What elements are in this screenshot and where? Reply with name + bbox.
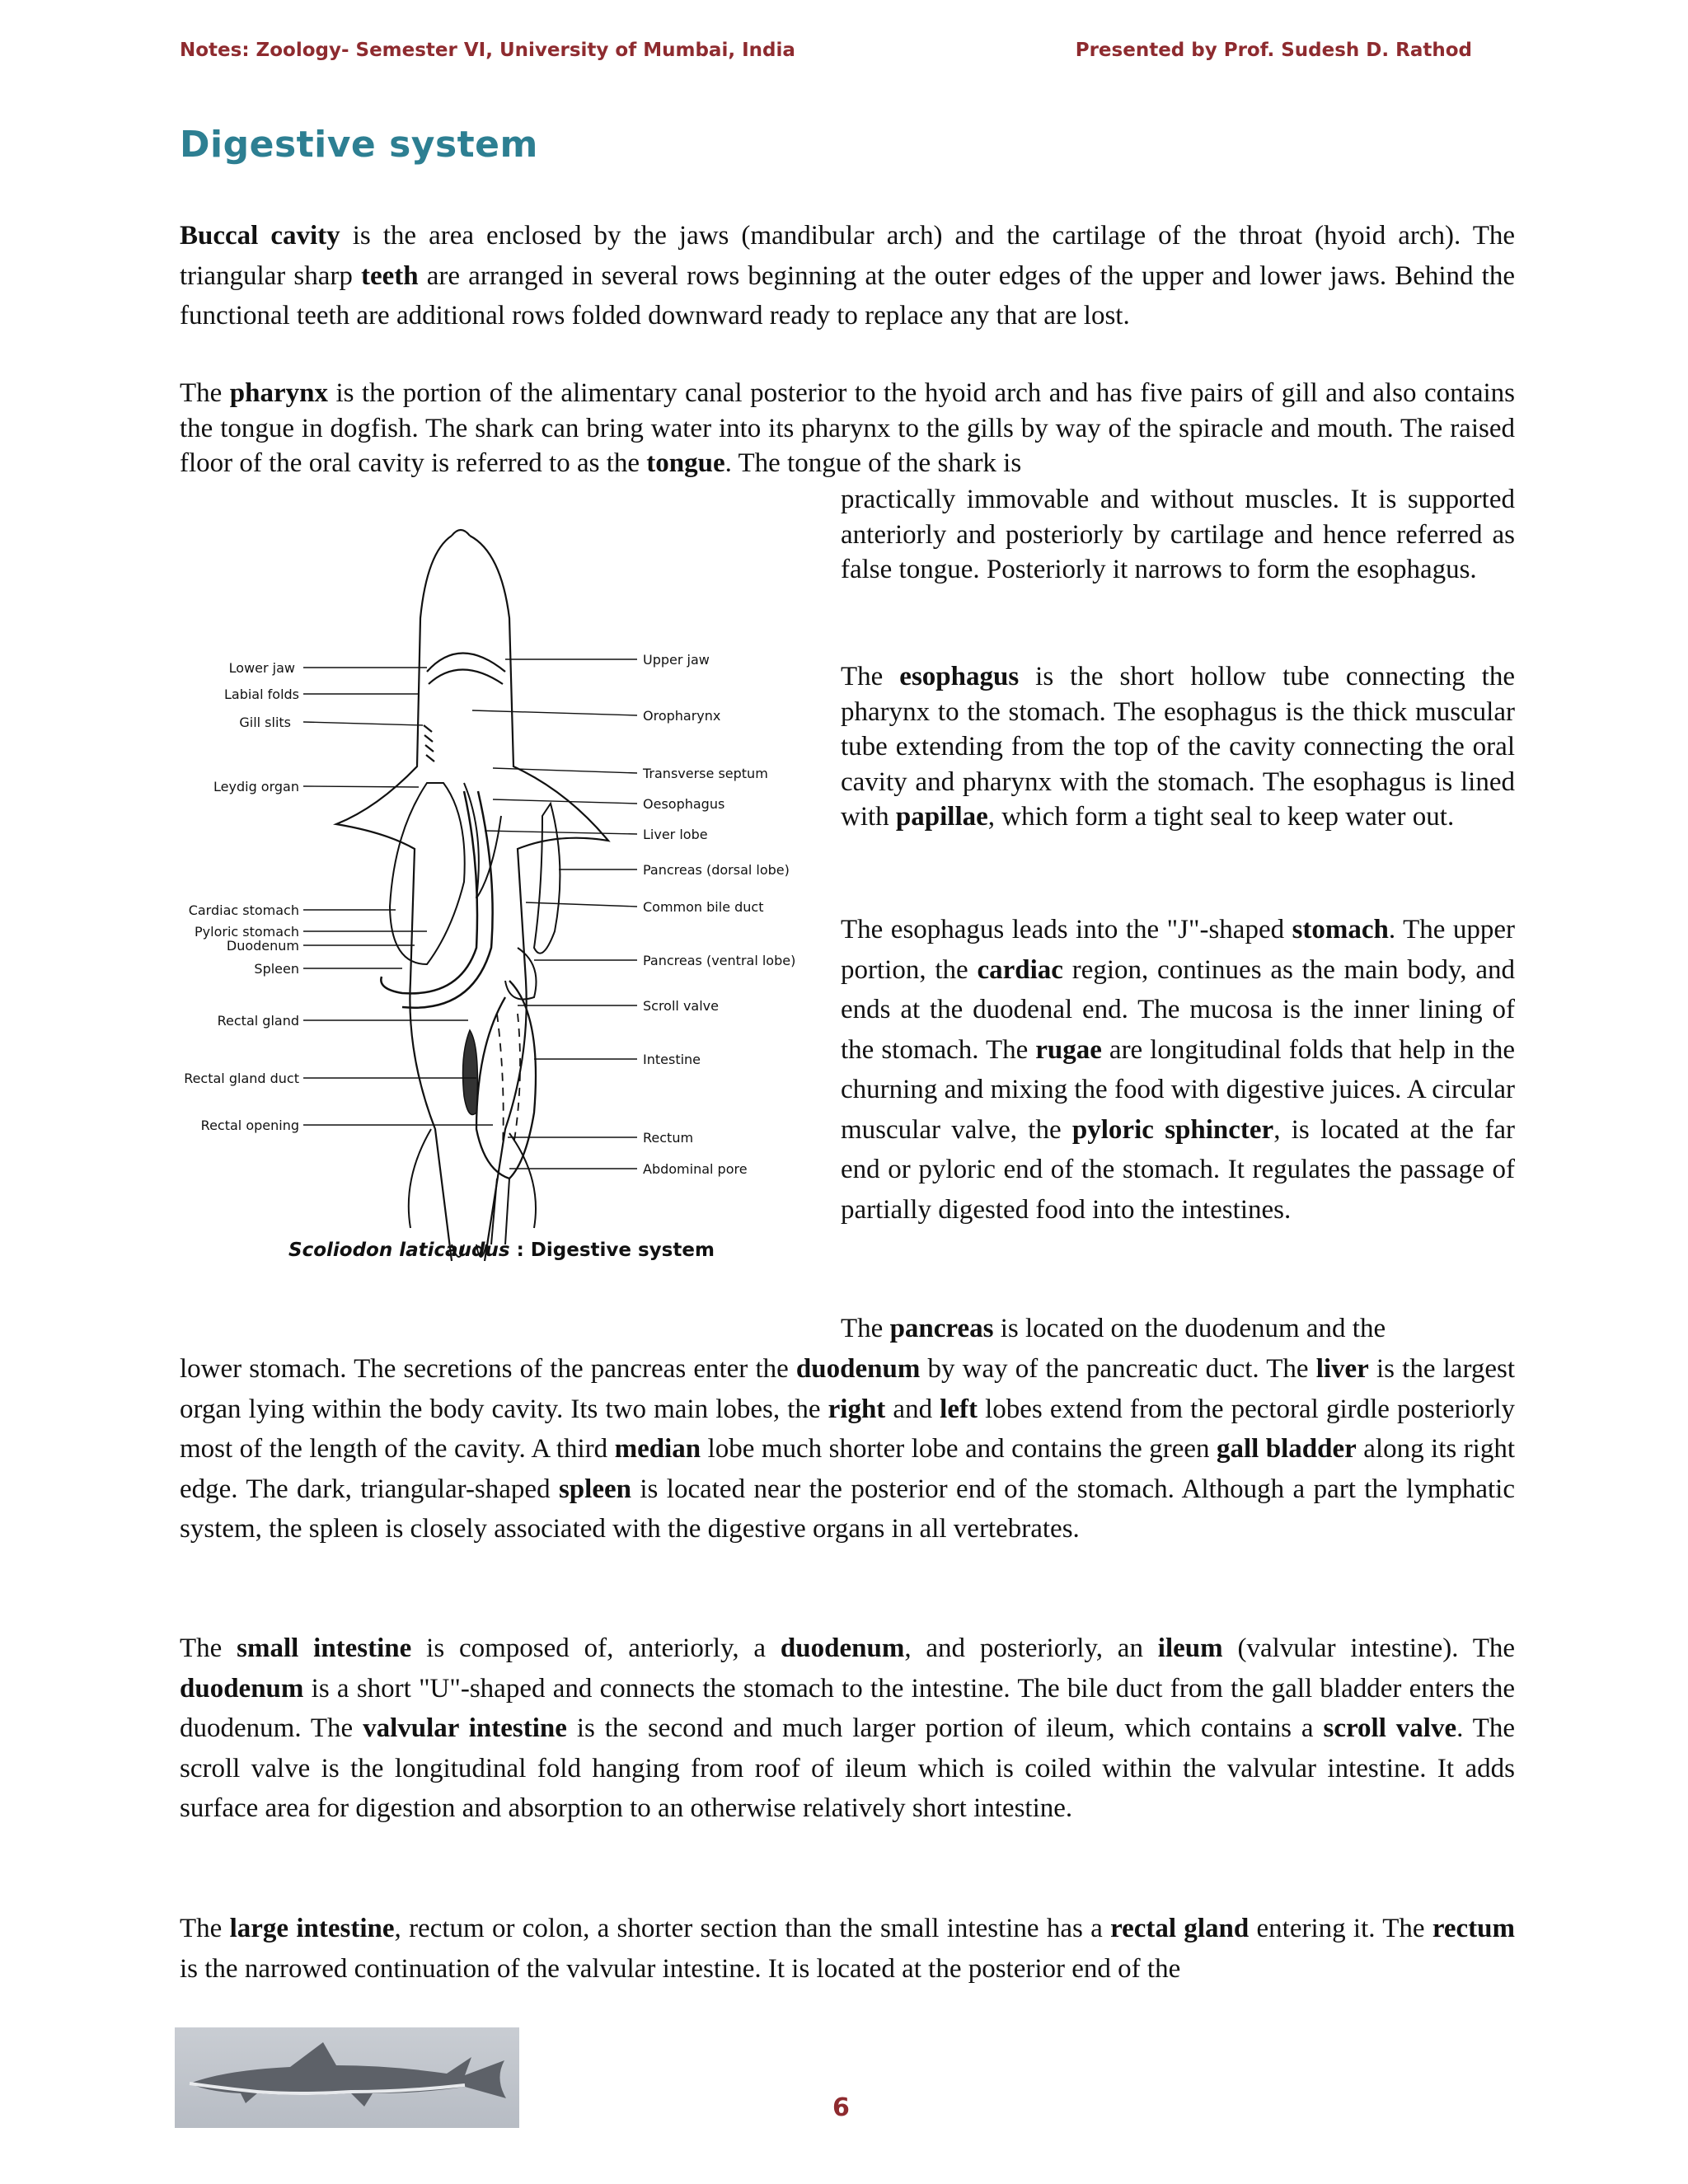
paragraph-esophagus: The esophagus is the short hollow tube connecting the pharynx to the stomach. The esophagus is the thick muscular tube extending from the top of the cavity connecting the oral cavity and pharynx with the stomach. The esophagus is lined with papillae, which form a tight seal to keep water out. bbox=[841, 662, 1515, 832]
label-gill-slits: Gill slits bbox=[239, 715, 291, 730]
term-papillae: papillae bbox=[895, 802, 988, 832]
term-rectal-gland: rectal gland bbox=[1110, 1914, 1250, 1943]
paragraph-pharynx-continued: practically immovable and without muscles. It is supported anteriorly and posteriorly by cartilage and hence referred as false tongue. Posteriorly it narrows to form the esophagus. bbox=[841, 485, 1515, 584]
label-rectal-gland: Rectal gland bbox=[217, 1013, 299, 1029]
term-liver: liver bbox=[1315, 1354, 1369, 1384]
label-rectal-gland-duct: Rectal gland duct bbox=[184, 1071, 299, 1086]
paragraph-small-intestine: The small intestine is composed of, anteriorly, a duodenum, and posteriorly, an ileum (valvular intestine). The duodenum is a short "U"-shaped and connects the stomach to the intestine. The bile duct from the gall bladder enters the duodenum. The valvular intestine is the second and much larger portion of ileum, which contains a scroll valve. The scroll valve is the longitudinal fold hanging from roof of ileum which is coiled within the valvular intestine. It adds surface area for digestion and absorption to an otherwise relatively short intestine. bbox=[180, 1633, 1515, 1823]
label-intestine: Intestine bbox=[643, 1052, 701, 1067]
term-large-intestine: large intestine bbox=[229, 1914, 395, 1943]
paragraph-buccal-cavity: Buccal cavity is the area enclosed by the jaws (mandibular arch) and the cartilage of the throat (hyoid arch). The triangular sharp teeth are arranged in several rows beginning at the outer edges of the upper and lower jaws. Behind the functional teeth are additional rows folded downward ready to replace any that are lost. bbox=[180, 221, 1515, 330]
label-liver-lobe: Liver lobe bbox=[643, 827, 708, 842]
header-right: Presented by Prof. Sudesh D. Rathod bbox=[1075, 40, 1472, 61]
term-esophagus: esophagus bbox=[899, 662, 1020, 691]
term-buccal-cavity: Buccal cavity bbox=[180, 221, 340, 251]
label-oesophagus: Oesophagus bbox=[643, 796, 725, 812]
label-pancreas-ventral: Pancreas (ventral lobe) bbox=[643, 953, 796, 968]
label-oropharynx: Oropharynx bbox=[643, 708, 721, 724]
paragraph-pancreas-liver: lower stomach. The secretions of the pancreas enter the duodenum by way of the pancreatic duct. The liver is the largest organ lying within the body cavity. Its two main lobes, the right and left lobes extend from the pectoral girdle posteriorly most of the length of the cavity. A third median lobe much shorter lobe and contains the green gall bladder along its right edge. The dark, triangular-shaped spleen is located near the posterior end of the stomach. Although a part the lymphatic system, the spleen is closely associated with the digestive organs in all vertebrates. bbox=[180, 1354, 1516, 1544]
term-scroll-valve: scroll valve bbox=[1323, 1713, 1457, 1743]
page-number: 6 bbox=[832, 2093, 850, 2122]
header-left: Notes: Zoology- Semester VI, University of Mumbai, India bbox=[180, 40, 795, 61]
label-leydig-organ: Leydig organ bbox=[213, 779, 299, 794]
paragraph-pancreas-start: The pancreas is located on the duodenum and the bbox=[841, 1314, 1386, 1343]
term-cardiac: cardiac bbox=[977, 954, 1063, 985]
label-pancreas-dorsal: Pancreas (dorsal lobe) bbox=[643, 862, 790, 878]
term-small-intestine: small intestine bbox=[237, 1633, 412, 1663]
term-stomach: stomach bbox=[1292, 915, 1389, 944]
term-rectum: rectum bbox=[1432, 1914, 1515, 1943]
shark-photo bbox=[175, 2027, 519, 2128]
term-ileum: ileum bbox=[1157, 1633, 1223, 1663]
term-rugae: rugae bbox=[1035, 1034, 1102, 1065]
term-pyloric-sphincter: pyloric sphincter bbox=[1071, 1114, 1274, 1145]
term-gall-bladder: gall bladder bbox=[1217, 1434, 1357, 1464]
digestive-system-diagram bbox=[180, 519, 831, 1277]
paragraph-stomach: The esophagus leads into the "J"-shaped stomach. The upper portion, the cardiac region, continues as the main body, and ends at the duodenal end. The mucosa is the inner lining of the stomach. The rugae are longitudinal folds that help in the churning and mixing the food with digestive juices. A circular muscular valve, the pyloric sphincter, is located at the far end or pyloric end of the stomach. It regulates the passage of partially digested food into the intestines. bbox=[841, 915, 1516, 1225]
label-rectal-opening: Rectal opening bbox=[200, 1118, 299, 1133]
term-spleen: spleen bbox=[558, 1474, 631, 1504]
label-duodenum: Duodenum bbox=[226, 938, 299, 954]
label-rectum: Rectum bbox=[643, 1130, 694, 1146]
label-scroll-valve: Scroll valve bbox=[643, 998, 719, 1014]
paragraph-pharynx: The pharynx is the portion of the alimentary canal posterior to the hyoid arch and has five pairs of gill and also contains the tongue in dogfish. The shark can bring water into its pharynx to the gills by way of the spiracle and mouth. The raised floor of the oral cavity is referred to as the tongue. The tongue of the shark is bbox=[180, 378, 1515, 478]
label-cardiac-stomach: Cardiac stomach bbox=[188, 902, 299, 918]
term-valvular-intestine: valvular intestine bbox=[363, 1713, 567, 1743]
term-pharynx: pharynx bbox=[229, 378, 329, 408]
term-teeth: teeth bbox=[361, 260, 419, 291]
term-pancreas: pancreas bbox=[889, 1314, 994, 1343]
paragraph-large-intestine: The large intestine, rectum or colon, a shorter section than the small intestine has a rectal gland entering it. The rectum is the narrowed continuation of the valvular intestine. It is located at the posterior end of the bbox=[180, 1914, 1515, 1984]
label-upper-jaw: Upper jaw bbox=[643, 652, 710, 668]
shark-silhouette-icon bbox=[175, 2027, 519, 2128]
label-lower-jaw: Lower jaw bbox=[228, 660, 295, 676]
page-title: Digestive system bbox=[180, 124, 538, 166]
label-pyloric-stomach: Pyloric stomach bbox=[195, 924, 299, 940]
figure-caption: Scoliodon laticaudus : Digestive system bbox=[288, 1240, 715, 1261]
label-abdominal-pore: Abdominal pore bbox=[643, 1161, 748, 1177]
label-common-bile-duct: Common bile duct bbox=[643, 899, 764, 915]
label-spleen: Spleen bbox=[254, 961, 299, 977]
label-labial-folds: Labial folds bbox=[223, 687, 299, 702]
label-transverse-septum: Transverse septum bbox=[643, 766, 768, 781]
term-tongue: tongue bbox=[646, 448, 725, 478]
